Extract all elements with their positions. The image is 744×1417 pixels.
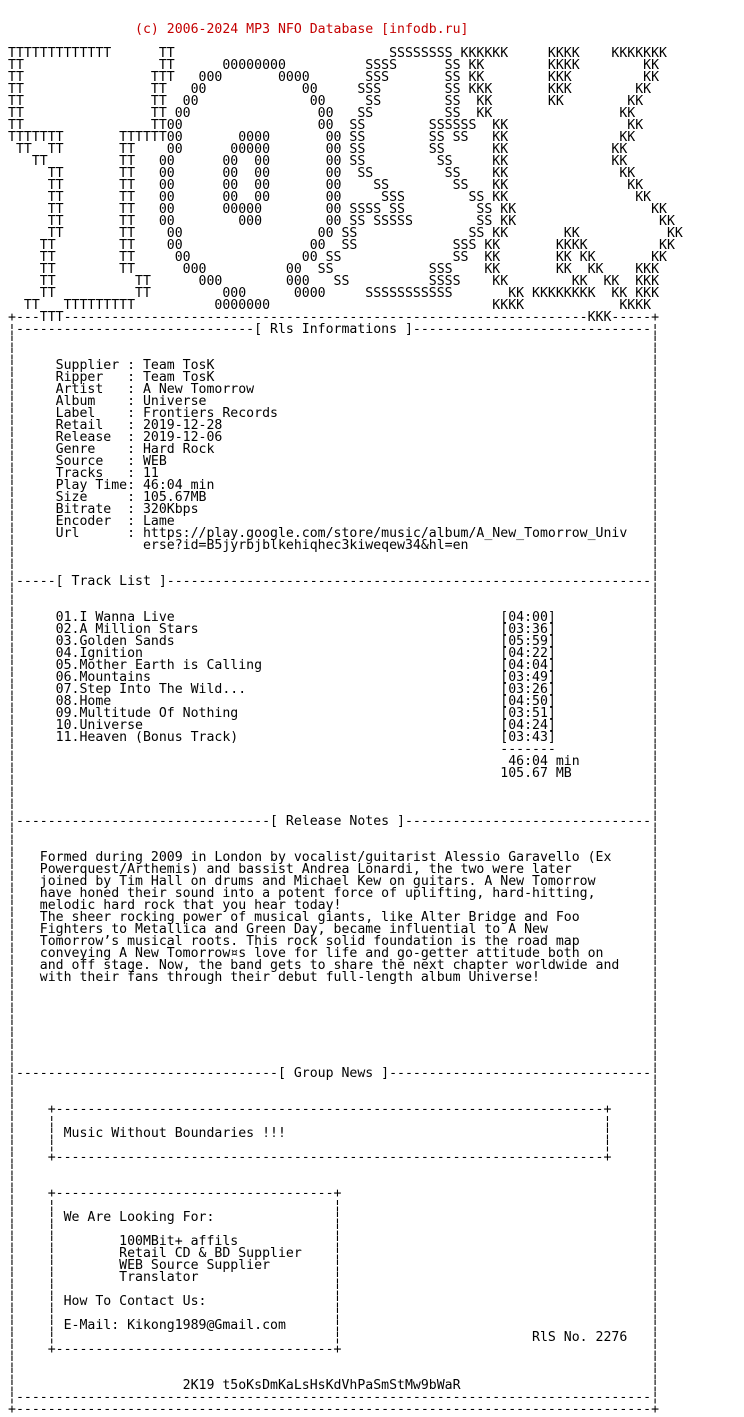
nfo-line: ¦ ¦ [8,826,660,841]
nfo-line: TT TT 00 00 00 00 SSS SS KK KK [8,190,652,205]
nfo-line: ¦ ¦ ¦ ¦ [8,1198,660,1213]
nfo-line: ¦ ¦ [8,1006,660,1021]
nfo-line: ¦ 02.A Million Stars [03:36] ¦ [8,622,660,637]
nfo-line: ¦ 08.Home [04:50] ¦ [8,694,660,709]
nfo-line: TTTTTTT TTTTTT00 0000 00 SS SS SS KK KK [8,130,636,145]
nfo-line: TT TT 00 00 SS SS KK KK [8,106,636,121]
nfo-line: ¦ Fighters to Metallica and Green Day, became influential to A New ¦ [8,922,660,937]
nfo-line: ¦ ¦ Translator ¦ ¦ [8,1270,660,1285]
nfo-line: ¦ ¦ [8,1366,660,1381]
nfo-line: ¦ Artist : A New Tomorrow ¦ [8,382,660,397]
nfo-line: ¦ 03.Golden Sands [05:59] ¦ [8,634,660,649]
nfo-line: TT TTTTTTTTT 0000000 KKKK KKKK [8,298,652,313]
nfo-line: ¦ ¦ [8,598,660,613]
nfo-line: ¦ and off stage. Now, the band gets to share the next chapter worldwide and ¦ [8,958,660,973]
nfo-line: TT TT 00 00 00 00 SS SS KK KK [8,178,644,193]
nfo-line: ¦ ¦ ¦ ¦ [8,1306,660,1321]
nfo-line: ¦ 05.Mother Earth is Calling [04:04] ¦ [8,658,660,673]
nfo-line: ¦ 2K19 t5oKsDmKaLsHsKdVhPaSmStMw9bWaR ¦ [8,1378,660,1393]
nfo-line: ¦ 01.I Wanna Live [04:00] ¦ [8,610,660,625]
nfo-document [8,0,683,1416]
nfo-line: ¦------------------------------[ Rls Informations ]------------------------------¦ [8,322,660,337]
nfo-line: ¦ ¦ ¦ ¦ [8,1114,660,1129]
nfo-line: TT TT 00 000 00 SS SSSSS SS KK KK [8,214,675,229]
nfo-line: ¦ 11.Heaven (Bonus Track) [03:43] ¦ [8,730,660,745]
nfo-line: +---TTT------------------------------------------------------------------KKK-----+ [8,310,660,325]
nfo-line: TT TT 00 00 SSS SS KKK KKK KK [8,82,652,97]
nfo-line: ¦ 04.Ignition [04:22] ¦ [8,646,660,661]
nfo-line: ¦ 07.Step Into The Wild... [03:26] ¦ [8,682,660,697]
nfo-line: ¦ Powerquest/Arthemis) and bassist Andrea Lonardi, the two were later ¦ [8,862,660,877]
nfo-line: TT TT TT 00 00000 00 SS SS KK KK [8,142,628,157]
nfo-line: ¦ ¦ Retail CD & BD Supplier ¦ ¦ [8,1246,660,1261]
nfo-line: ¦ 06.Mountains [03:49] ¦ [8,670,660,685]
nfo-line: ¦ ¦ [8,1054,660,1069]
nfo-line: ¦ ¦ E-Mail: Kikong1989@Gmail.com ¦ ¦ [8,1318,660,1333]
nfo-line: ¦ ¦ [8,1030,660,1045]
nfo-line: ¦ +-----------------------------------+ ¦ [8,1342,660,1357]
nfo-line: TT TT 00000000 SSSS SS KK KKKK KK [8,58,660,73]
nfo-line: ¦ erse?id=B5jyrbjblkehiqhec3kiweqew34&hl=en ¦ [8,538,660,553]
nfo-line: ¦ ¦ [8,586,660,601]
nfo-line: ¦ ¦ [8,1042,660,1057]
nfo-line: ¦ Source : WEB ¦ [8,454,660,469]
nfo-line: ¦ ¦ WEB Source Supplier ¦ ¦ [8,1258,660,1273]
nfo-line: ¦ ¦ [8,562,660,577]
nfo-line: ¦ ¦ ¦ ¦ [8,1222,660,1237]
nfo-line: ¦ ¦ ¦ ¦ [8,1138,660,1153]
nfo-line: ¦ ¦ We Are Looking For: ¦ ¦ [8,1210,660,1225]
nfo-line: TT TT 000 0000 SSSSSSSSSSS KK KKKKKKKK KK KKK [8,286,660,301]
nfo-line: ¦ have honed their sound into a potent force of uplifting, hard-hitting, ¦ [8,886,660,901]
nfo-line: ¦ ¦ [8,838,660,853]
nfo-line: ¦ ¦ [8,1018,660,1033]
nfo-line: TT TT 000 000 SS SSSS KK KK KK KKK [8,274,660,289]
nfo-line: ¦ 46:04 min ¦ [8,754,660,769]
nfo-line: ¦ +-----------------------------------+ ¦ [8,1186,660,1201]
nfo-line: TT TT 00 00 00 00 SS SS KK KK [8,154,628,169]
nfo-line: ¦ ------- ¦ [8,742,660,757]
nfo-line: ¦ Release : 2019-12-06 ¦ [8,430,660,445]
nfo-line: ¦ ¦ [8,778,660,793]
nfo-line: ¦ ¦ [8,1090,660,1105]
nfo-line: ¦ ¦ [8,1354,660,1369]
nfo-line: ¦ ¦ [8,994,660,1009]
nfo-line: ¦ Genre : Hard Rock ¦ [8,442,660,457]
nfo-line: ¦ Tomorrow’s musical roots. This rock solid foundation is the road map ¦ [8,934,660,949]
nfo-line: ¦ ¦ 100MBit+ affils ¦ ¦ [8,1234,660,1249]
nfo-line: ¦ Album : Universe ¦ [8,394,660,409]
nfo-line: ¦ ¦ ¦ RlS No. 2276 ¦ [8,1330,660,1345]
nfo-line: TT TTT 000 0000 SSS SS KK KKK KK [8,70,660,85]
nfo-line: ¦ ¦ [8,346,660,361]
nfo-line: ¦ ¦ [8,550,660,565]
nfo-line: ¦ 105.67 MB ¦ [8,766,660,781]
nfo-line: ¦ Size : 105.67MB ¦ [8,490,660,505]
nfo-line: ¦ ¦ [8,982,660,997]
nfo-line: ¦-----[ Track List ]-------------------------------------------------------------¦ [8,574,660,589]
nfo-line: ¦ ¦ [8,1162,660,1177]
credit-link[interactable]: (c) 2006-2024 MP3 NFO Database [infodb.ru] [8,22,469,37]
nfo-line: +--------------------------------------------------------------------------------+ [8,1402,660,1417]
nfo-line: TT TT 00 00 00 00 SS SS KK KK [8,166,636,181]
nfo-line: TT TT 00 00 SS SSS KK KKKK KK [8,238,675,253]
nfo-line: ¦ Tracks : 11 ¦ [8,466,660,481]
credit-line [8,24,683,36]
nfo-line: ¦ ¦ Music Without Boundaries !!! ¦ ¦ [8,1126,660,1141]
nfo-line: ¦ ¦ [8,1174,660,1189]
nfo-line: ¦ Retail : 2019-12-28 ¦ [8,418,660,433]
nfo-line: ¦ 10.Universe [04:24] ¦ [8,718,660,733]
nfo-line: ¦ Encoder : Lame ¦ [8,514,660,529]
nfo-line: ¦ Ripper : Team TosK ¦ [8,370,660,385]
nfo-line: ¦ Bitrate : 320Kbps ¦ [8,502,660,517]
nfo-line: ¦ ¦ [8,1078,660,1093]
nfo-line: TT TT 00 00 SS SS KK KK KK [8,226,683,241]
nfo-line: TT TT 00 00 SS SS KK KK KK [8,94,644,109]
nfo-line: ¦ ¦ [8,334,660,349]
nfo-line: ¦---------------------------------[ Group News ]---------------------------------¦ [8,1066,660,1081]
nfo-line: ¦ with their fans through their debut full-length album Universe! ¦ [8,970,660,985]
nfo-line: ¦ +---------------------------------------------------------------------+ ¦ [8,1102,660,1117]
nfo-line: TT TT 00 00000 00 SSSS SS SS KK KK [8,202,667,217]
nfo-line: TT TT 000 00 SS SSS KK KK KK KKK [8,262,660,277]
nfo-line: ¦ ¦ ¦ ¦ [8,1282,660,1297]
nfo-line: ¦ Url : https://play.google.com/store/music/album/A_New_Tomorrow_Univ ¦ [8,526,660,541]
nfo-line: ¦ The sheer rocking power of musical giants, like Alter Bridge and Foo ¦ [8,910,660,925]
nfo-line: ¦--------------------------------------------------------------------------------¦ [8,1390,660,1405]
nfo-line: ¦ Play Time: 46:04 min ¦ [8,478,660,493]
nfo-line: ¦ conveying A New Tomorrow¤s love for life and go-getter attitude both on ¦ [8,946,660,961]
nfo-line: ¦ melodic hard rock that you hear today! ¦ [8,898,660,913]
nfo-line: ¦ ¦ [8,790,660,805]
nfo-line: ¦ joined by Tim Hall on drums and Michael Kew on guitars. A New Tomorrow ¦ [8,874,660,889]
nfo-line: ¦--------------------------------[ Release Notes ]-------------------------------¦ [8,814,660,829]
nfo-line: TT TT00 00 SS SSSSSS KK KK [8,118,644,133]
nfo-line: ¦ +---------------------------------------------------------------------+ ¦ [8,1150,660,1165]
nfo-line: TT TT 00 00 SS SS KK KK KK KK [8,250,667,265]
nfo-line: ¦ Supplier : Team TosK ¦ [8,358,660,373]
nfo-line: ¦ Label : Frontiers Records ¦ [8,406,660,421]
nfo-line: ¦ Formed during 2009 in London by vocalist/guitarist Alessio Garavello (Ex ¦ [8,850,660,865]
nfo-line: ¦ ¦ How To Contact Us: ¦ ¦ [8,1294,660,1309]
nfo-line: TTTTTTTTTTTTT TT SSSSSSSS KKKKKK KKKK KKKKKKK [8,46,667,61]
nfo-line: ¦ ¦ [8,802,660,817]
nfo-line: ¦ 09.Multitude Of Nothing [03:51] ¦ [8,706,660,721]
